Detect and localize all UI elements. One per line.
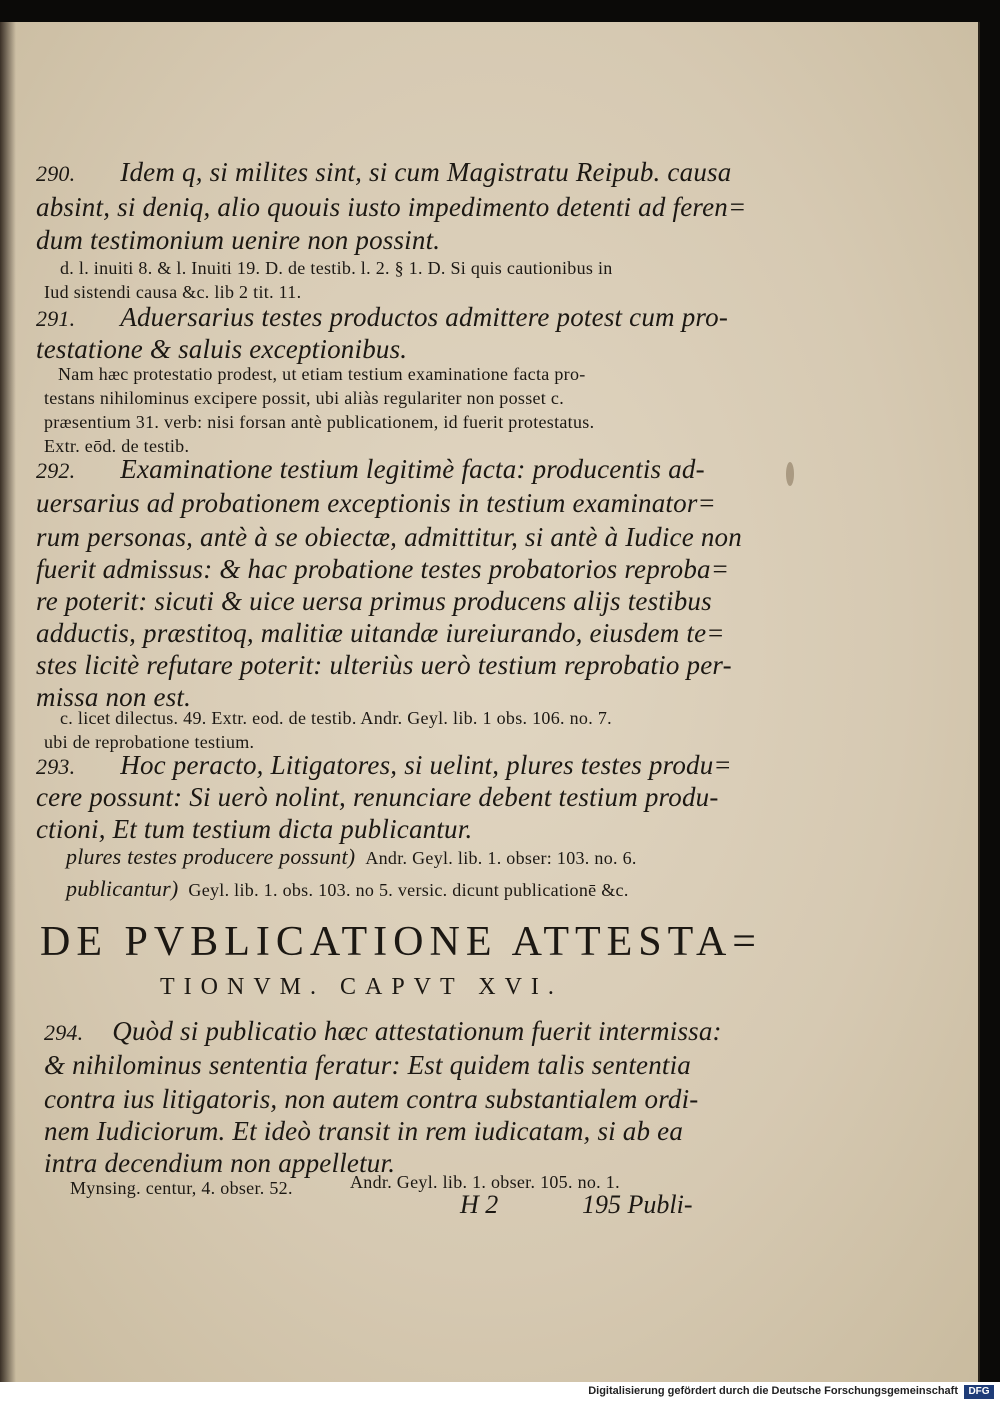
catchword: 195 Publi- — [582, 1190, 693, 1219]
note-line — [66, 844, 637, 870]
note-term: plures testes producere possunt) — [66, 844, 356, 869]
funding-notice: Digitalisierung gefördert durch die Deutsche Forschungsgemeinschaft — [588, 1385, 958, 1397]
note-line — [66, 876, 629, 902]
citation-line: d. l. inuiti 8. & l. Inuiti 19. D. de testib. l. 2. § 1. D. Si quis cautionibus in — [60, 258, 613, 278]
note-ref: Geyl. lib. 1. obs. 103. no 5. versic. dicunt publicationē &c. — [188, 880, 629, 900]
paragraph-line: adductis, præstitoq, malitiæ uitandæ iureiurando, eiusdem te= — [36, 618, 725, 648]
chapter-subheading: TIONVM. CAPVT XVI. — [160, 974, 563, 1000]
citation-line: ubi de reprobatione testium. — [44, 732, 255, 752]
citation-line: Nam hæc protestatio prodest, ut etiam testium examinatione facta pro- — [58, 364, 586, 384]
paragraph-line: re poterit: sicuti & uice uersa primus producens alijs testibus — [36, 586, 712, 616]
dfg-logo-icon: DFG — [964, 1385, 994, 1399]
citation-line: testans nihilominus excipere possit, ubi aliàs regulariter non posset c. — [44, 388, 564, 408]
paragraph-line: 291. Aduersarius testes productos admittere potest cum pro- — [36, 302, 729, 332]
paragraph-line: ctioni, Et tum testium dicta publicantur. — [36, 814, 473, 844]
paragraph-number: 293. — [36, 754, 76, 779]
paragraph-number: 291. — [36, 306, 76, 331]
footer-bar — [0, 1382, 1000, 1403]
paragraph-line: 292. Examinatione testium legitimè facta: producentis ad- — [36, 454, 705, 484]
citation-line: præsentium 31. verb: nisi forsan antè publicationem, id fuerit protestatus. — [44, 412, 595, 432]
paragraph-line: absint, si deniq, alio quouis iusto impedimento detenti ad feren= — [36, 192, 747, 222]
paragraph-line: 293. Hoc peracto, Litigatores, si uelint, plures testes produ= — [36, 750, 732, 780]
chapter-heading: DE PVBLICATIONE ATTESTA= — [40, 919, 762, 965]
paragraph-line: uersarius ad probationem exceptionis in testium examinator= — [36, 488, 716, 518]
citation-line: Andr. Geyl. lib. 1. obser. 105. no. 1. — [350, 1172, 620, 1192]
citation-line: Mynsing. centur, 4. obser. 52. — [70, 1178, 293, 1198]
paragraph-line: dum testimonium uenire non possint. — [36, 225, 441, 255]
ink-stain — [786, 462, 794, 486]
signature-mark: H 2 — [460, 1190, 499, 1219]
paragraph-line: contra ius litigatoris, non autem contra substantialem ordi- — [44, 1084, 699, 1114]
paragraph-line: testatione & saluis exceptionibus. — [36, 334, 408, 364]
book-page — [0, 22, 980, 1382]
citation-line: Extr. eōd. de testib. — [44, 436, 190, 456]
paragraph-line: 294. Quòd si publicatio hæc attestationum fuerit intermissa: — [44, 1016, 722, 1046]
paragraph-line: missa non est. — [36, 682, 192, 712]
paragraph-line: fuerit admissus: & hac probatione testes probatorios reproba= — [36, 554, 730, 584]
citation-line: Iud sistendi causa &c. lib 2 tit. 11. — [44, 282, 302, 302]
paragraph-line: cere possunt: Si uerò nolint, renunciare debent testium produ- — [36, 782, 719, 812]
paragraph-number: 292. — [36, 458, 76, 483]
paragraph-line: 290. Idem q, si milites sint, si cum Magistratu Reipub. causa — [36, 157, 732, 187]
paragraph-number: 290. — [36, 161, 76, 186]
page-text — [0, 22, 978, 1382]
note-term: publicantur) — [66, 876, 179, 901]
paragraph-line: rum personas, antè à se obiectæ, admittitur, si antè à Iudice non — [36, 522, 742, 552]
paragraph-line: & nihilominus sententia feratur: Est quidem talis sententia — [44, 1050, 692, 1080]
paragraph-line: intra decendium non appelletur. — [44, 1148, 396, 1178]
citation-line: c. licet dilectus. 49. Extr. eod. de testib. Andr. Geyl. lib. 1 obs. 106. no. 7. — [60, 708, 612, 728]
paragraph-line: stes licitè refutare poterit: ulteriùs uerò testium reprobatio per- — [36, 650, 732, 680]
note-ref: Andr. Geyl. lib. 1. obser: 103. no. 6. — [365, 848, 637, 868]
paragraph-line: nem Iudiciorum. Et ideò transit in rem iudicatam, si ab ea — [44, 1116, 684, 1146]
paragraph-number: 294. — [44, 1020, 84, 1045]
